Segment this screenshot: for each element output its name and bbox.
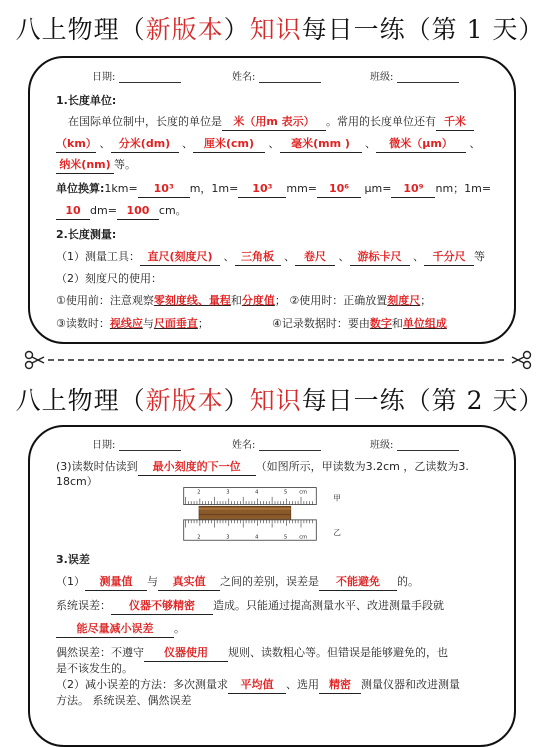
answer-blank: （km） [56,136,96,153]
text-line: 是不该发生的。 [56,662,133,675]
answer-blank: 微米（μm） [376,136,466,153]
text: cm。 [158,204,187,217]
name-field [232,68,321,83]
tick-label: 4 [255,489,259,496]
text: ； ②使用时：正确放置 [274,294,388,307]
text: 、选用 [286,678,319,691]
answer-text: 零刻度线、量程 [153,294,231,307]
class-field [370,68,459,83]
name-line[interactable] [259,440,321,451]
answer-blank: 千米 [436,114,474,131]
answer-blank: 能尽量减小误差 [56,621,174,638]
answer-blank: 测量值 [85,574,147,591]
text-line [56,621,185,638]
text-line [56,459,469,476]
text: m，1m= [189,182,239,195]
text-line [56,677,460,694]
text-line [56,293,431,309]
text: 与 [142,317,154,330]
tick-label: 5 [284,489,288,496]
answer-blank: 厘米(cm) [193,136,265,153]
answer-blank: 10⁹ [391,181,435,198]
tick-label: 5 [284,534,288,541]
text: 规则、读数粗心等。但错误是能够避免的，也 [228,646,448,659]
text-line: （2）刻度尺的使用： [56,272,162,285]
answer-blank: 10⁶ [317,181,361,198]
text: 测量仪器和改进测量 [361,678,460,691]
title-text: 每日一练（第 2 天） [301,386,545,415]
answer-blank: 游标卡尺 [350,249,410,266]
text-line [56,316,209,332]
scissors-icon [512,352,531,369]
answer-blank: 10³ [238,181,286,198]
text-line: （km） 、 分米(dm) 、 厘米(cm) 、 毫米(mm ) 、 微米（μm） 、 [56,136,481,153]
date-label: 日期: [92,440,116,451]
name-label: 姓名: [232,72,256,83]
section-heading: 2.长度测量: [56,228,117,241]
title-text: ） [223,15,250,44]
answer-blank: 分米(dm) [111,136,179,153]
text: 系统误差： [56,599,111,612]
ruler-yi [184,520,317,541]
date-line[interactable] [119,440,181,451]
answer-blank: 平均值 [228,677,286,694]
section-heading: 3.误差 [56,553,90,566]
cut-line-divider [24,350,532,370]
text: 。常用的长度单位还有 [326,115,436,128]
text-line [56,598,444,615]
tick-label: 4 [255,534,259,541]
title-text: 每日一练（第 1 天） [301,15,545,44]
conversion-line [56,181,491,198]
text: （1） [56,575,85,588]
text: （2）减小误差的方法：多次测量求 [56,678,228,691]
answer-blank: 卷尺 [295,249,335,266]
date-field [92,436,181,451]
class-field [370,436,459,451]
text: mm= [286,182,318,195]
unit-label: cm [299,489,308,496]
answer-blank: 10³ [138,181,190,198]
conversion-label: 单位换算: [56,182,105,195]
conversion-line [56,203,187,220]
text-line [56,574,419,591]
scissors-icon [26,352,45,369]
label-yi: 乙 [333,528,341,538]
answer-blank: 100 [117,203,159,220]
title-text: 八上物理（ [15,386,146,415]
text-line [272,316,447,332]
tick-label: 2 [197,489,201,496]
text: 1km= [104,182,138,195]
title-text: 八上物理（ [15,15,146,44]
answer-blank: 毫米(mm ) [280,136,362,153]
answer-text: 单位组成 [402,317,447,330]
text: 和 [230,294,242,307]
answer-blank: 千分尺 [424,249,474,266]
answer-blank: 仪器不够精密 [111,598,213,615]
date-label: 日期: [92,72,116,83]
title-red-text: 知识 [249,15,302,44]
text: μm= [364,182,392,195]
answer-text: 尺面垂直 [153,317,198,330]
text: 等。 [114,158,136,171]
text: dm= [90,204,117,217]
text-line [56,157,136,174]
class-line[interactable] [397,72,459,83]
text: 等 [474,250,485,263]
text: 与 [147,575,158,588]
answer-blank: 三角板 [235,249,281,266]
day2-title [0,381,560,417]
answer-text: 数字 [369,317,392,330]
tick-label: 2 [197,534,201,541]
text: 偶然误差：不遵守 [56,646,144,659]
label-jia: 甲 [333,493,341,503]
text: nm；1m= [435,182,492,195]
text: 在国际单位制中，长度的单位是 [68,115,222,128]
text: 造成。只能通过提高测量水平、改进测量手段就 [213,599,444,612]
text: ③读数时： [56,317,110,330]
text-line: 方法。 系统误差、偶然误差 [56,694,192,707]
title-red-text: 知识 [249,386,302,415]
title-text: ） [223,386,250,415]
answer-blank: 米（用m 表示） [222,114,326,131]
ruler-figure [182,480,352,558]
answer-blank: 纳米(nm) [56,157,114,174]
text: 之间的差别，误差是 [220,575,319,588]
answer-blank: 10 [56,203,90,220]
text-line [68,114,474,131]
text-line: （1）测量工具： 直尺(刻度尺) 、 三角板 、 卷尺 、 游标卡尺 、 千分尺 等 [56,249,485,266]
text: (3)读数时估读到 [56,460,138,473]
date-field [92,68,181,83]
answer-text: 分度值 [241,294,275,307]
answer-blank: 直尺(刻度尺) [140,249,220,266]
text: （如图所示，甲读数为3.2cm ，乙读数为3. [255,460,469,473]
class-label: 班级: [370,440,394,451]
answer-blank: 仪器使用 [144,645,228,662]
text: ①使用前：注意观察 [56,294,154,307]
text-line: 18cm） [56,475,98,488]
title-red-text: 新版本 [145,386,224,415]
answer-blank: 真实值 [158,574,220,591]
tick-label: 3 [226,489,230,496]
text: ； [197,317,209,330]
name-line[interactable] [259,72,321,83]
answer-text: 视线应 [109,317,143,330]
class-label: 班级: [370,72,394,83]
date-line[interactable] [119,72,181,83]
answer-blank: 不能避免 [319,574,397,591]
answer-text: 刻度尺 [387,294,421,307]
title-red-text: 新版本 [145,15,224,44]
text: ； [420,294,432,307]
text: 。 [174,622,185,635]
text: 和 [391,317,403,330]
text-line [56,645,448,662]
name-field [232,436,321,451]
tick-label: 3 [226,534,230,541]
text: （1）测量工具： [56,250,140,263]
answer-blank: 精密 [319,677,361,694]
day1-title [0,10,560,46]
text: ④记录数据时：要由 [272,317,370,330]
ruler-jia [184,488,317,505]
section-heading: 1.长度单位: [56,94,117,107]
text: 的。 [397,575,419,588]
class-line[interactable] [397,440,459,451]
name-label: 姓名: [232,440,256,451]
unit-label: cm [299,534,308,541]
answer-blank: 最小刻度的下一位 [138,459,256,476]
